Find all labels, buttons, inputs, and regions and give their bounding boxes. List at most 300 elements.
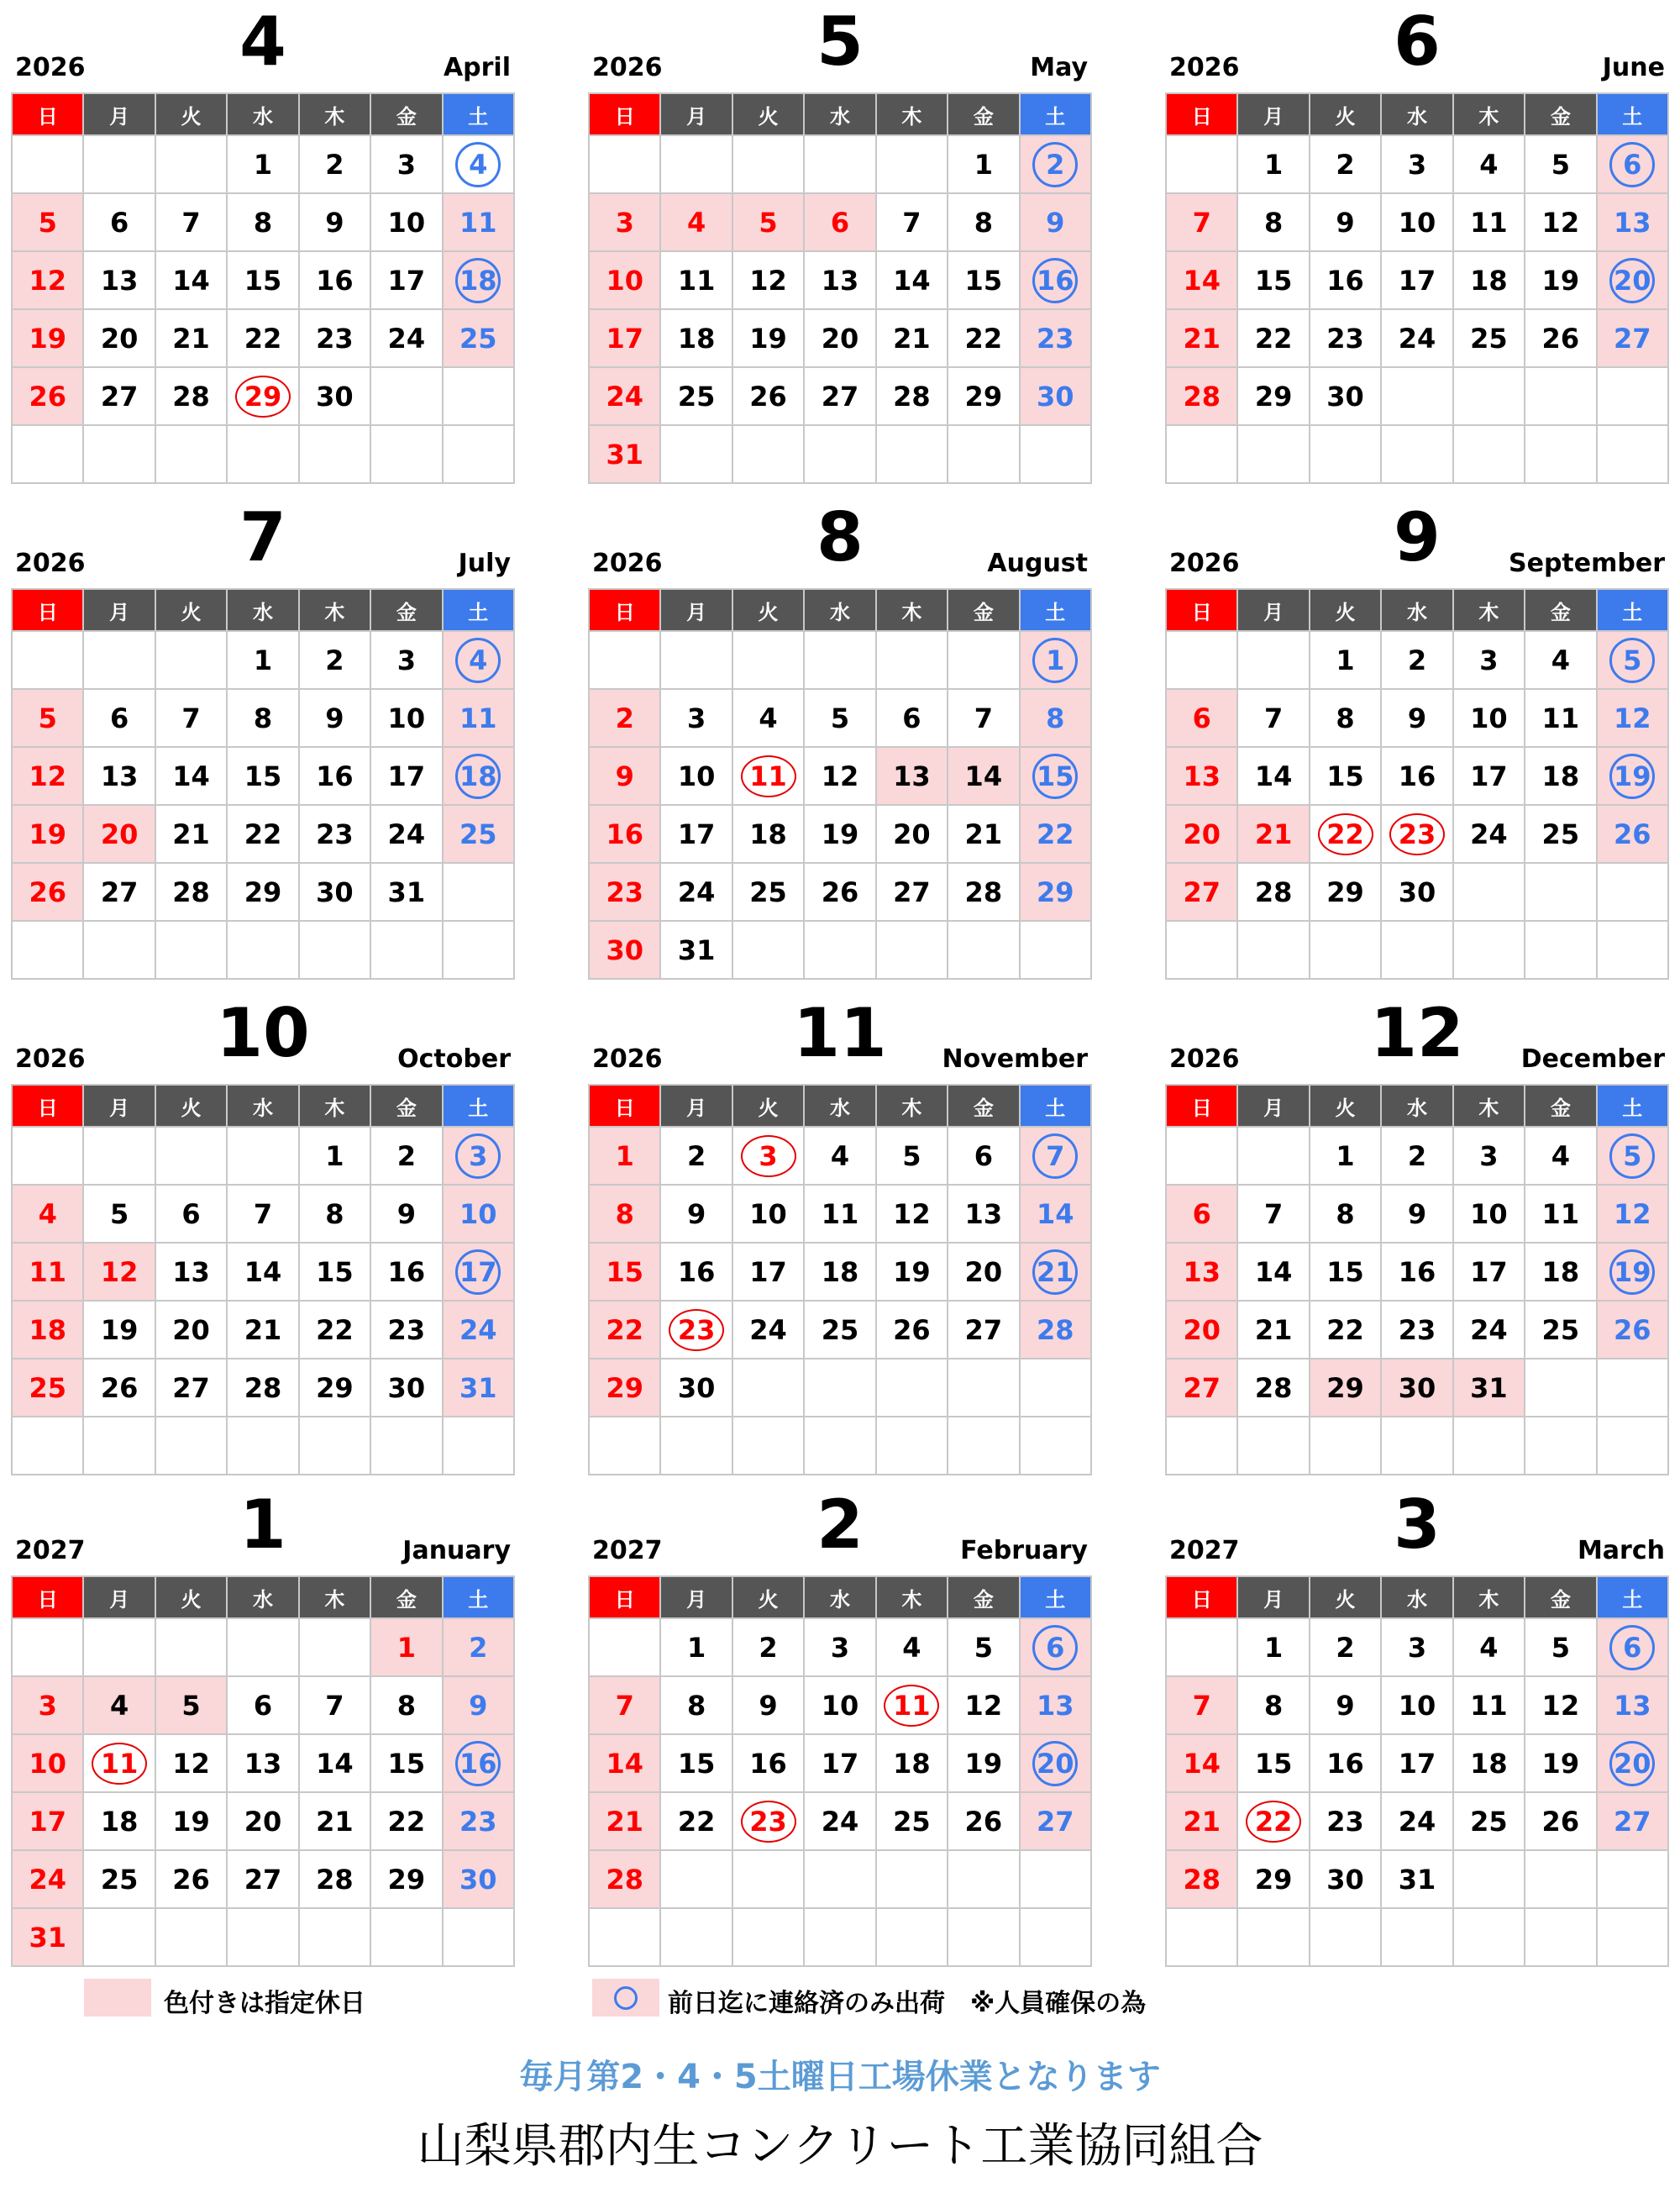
empty-day-cell (12, 135, 83, 193)
empty-day-cell (83, 425, 155, 483)
month-calendar (11, 0, 515, 484)
weekday-header: 火 (155, 1576, 227, 1618)
year-label: 2026 (15, 53, 86, 82)
year-label: 2027 (15, 1536, 86, 1565)
day-cell (443, 1301, 514, 1359)
day-cell (804, 1185, 875, 1243)
red-circled-day: 23 (741, 1801, 796, 1843)
day-cell (12, 1792, 83, 1850)
day-cell (370, 1243, 442, 1301)
month-number: 3 (1394, 1486, 1441, 1564)
day-cell (1597, 193, 1668, 251)
weekday-header: 水 (804, 1085, 875, 1127)
week-row (1166, 1734, 1668, 1792)
day-number: 1 (615, 1139, 634, 1172)
day-cell (1166, 193, 1237, 251)
empty-day-cell (1020, 1359, 1091, 1417)
day-number: 9 (469, 1689, 488, 1722)
day-cell (443, 251, 514, 309)
empty-day-cell (155, 1908, 227, 1966)
day-number: 7 (325, 1689, 344, 1722)
day-number: 18 (821, 1255, 859, 1288)
day-cell (370, 193, 442, 251)
month-calendar (11, 991, 515, 1475)
empty-day-cell (948, 1359, 1019, 1417)
day-cell (370, 1127, 442, 1185)
month-english-name: October (397, 1044, 511, 1074)
day-number: 13 (1614, 1689, 1651, 1722)
month-english-name: January (402, 1536, 511, 1565)
day-number: 28 (172, 380, 210, 413)
weekday-header: 金 (1525, 1085, 1596, 1127)
day-cell (227, 631, 298, 689)
month-header (11, 1483, 515, 1575)
day-number: 2 (325, 148, 344, 181)
year-label: 2026 (15, 549, 86, 578)
day-cell (1166, 1676, 1237, 1734)
day-cell (1525, 309, 1596, 367)
day-cell (1166, 251, 1237, 309)
weekday-header: 金 (370, 1576, 442, 1618)
day-cell (1381, 1359, 1452, 1417)
day-number: 10 (749, 1197, 787, 1230)
day-cell (1453, 309, 1525, 367)
day-number: 19 (821, 818, 859, 850)
blue-circled-day: 20 (1609, 258, 1655, 303)
day-number: 7 (181, 206, 201, 239)
weekday-header: 火 (732, 1576, 804, 1618)
week-row (12, 1676, 514, 1734)
day-number: 23 (1037, 322, 1074, 355)
weekday-header: 火 (1310, 1085, 1381, 1127)
week-row (1166, 135, 1668, 193)
weekday-header: 火 (1310, 93, 1381, 135)
empty-day-cell (155, 921, 227, 979)
day-cell (83, 689, 155, 747)
empty-day-cell (804, 135, 875, 193)
weekday-header-row (12, 93, 514, 135)
day-cell (1453, 747, 1525, 805)
day-cell (589, 1850, 660, 1908)
day-cell (1597, 1734, 1668, 1792)
weekday-header: 日 (1166, 1085, 1237, 1127)
empty-day-cell (443, 367, 514, 425)
day-number: 30 (316, 380, 354, 413)
day-cell (1237, 1359, 1309, 1417)
day-number: 30 (459, 1863, 497, 1896)
day-number: 2 (759, 1631, 778, 1664)
factory-closure-notice: 毎月第2・4・5土曜日工場休業となります (519, 2058, 1161, 2096)
empty-day-cell (589, 1618, 660, 1676)
day-cell (948, 805, 1019, 863)
day-number: 15 (1254, 264, 1293, 297)
day-number: 4 (759, 702, 778, 734)
weekday-header: 水 (804, 1576, 875, 1618)
day-cell (12, 747, 83, 805)
day-number: 19 (749, 322, 787, 355)
day-cell (948, 1127, 1019, 1185)
weekday-header: 水 (1381, 1085, 1452, 1127)
day-number: 7 (1192, 206, 1211, 239)
day-cell (1381, 1301, 1452, 1359)
weekday-header: 日 (589, 589, 660, 631)
day-cell (12, 251, 83, 309)
day-cell (660, 863, 732, 921)
day-cell (1453, 1185, 1525, 1243)
day-cell (804, 1676, 875, 1734)
day-number: 14 (606, 1747, 643, 1780)
day-cell (1597, 1618, 1668, 1676)
empty-day-cell (12, 1618, 83, 1676)
day-number: 8 (396, 1689, 416, 1722)
day-cell (155, 747, 227, 805)
day-number: 24 (749, 1313, 787, 1346)
day-cell (732, 1676, 804, 1734)
day-number: 25 (1470, 322, 1508, 355)
day-cell (1525, 689, 1596, 747)
day-cell (1166, 367, 1237, 425)
empty-day-cell (660, 425, 732, 483)
empty-day-cell (948, 1417, 1019, 1475)
weekday-header: 土 (443, 589, 514, 631)
day-cell (660, 367, 732, 425)
weekday-header: 火 (732, 1085, 804, 1127)
month-number: 1 (239, 1486, 286, 1564)
day-cell (1237, 805, 1309, 863)
month-number: 4 (239, 3, 286, 81)
day-cell (660, 1301, 732, 1359)
month-number: 12 (1370, 994, 1464, 1072)
day-cell (1237, 193, 1309, 251)
day-number: 6 (110, 702, 129, 734)
day-number: 4 (1479, 1631, 1499, 1664)
day-cell (732, 689, 804, 747)
day-number: 24 (1398, 322, 1436, 355)
month-day-table (1165, 1575, 1669, 1967)
weekday-header: 火 (1310, 1576, 1381, 1618)
day-number: 11 (29, 1255, 66, 1288)
weekday-header: 火 (732, 589, 804, 631)
day-cell (227, 1301, 298, 1359)
day-number: 6 (181, 1197, 201, 1230)
day-number: 1 (325, 1139, 344, 1172)
day-cell (1310, 1127, 1381, 1185)
day-number: 31 (459, 1371, 497, 1404)
day-number: 25 (1470, 1805, 1508, 1838)
day-cell (1020, 251, 1091, 309)
empty-day-cell (732, 1359, 804, 1417)
empty-day-cell (804, 1850, 875, 1908)
day-number: 2 (1336, 1631, 1355, 1664)
day-number: 29 (387, 1863, 426, 1896)
day-cell (1381, 135, 1452, 193)
empty-day-cell (876, 631, 948, 689)
day-number: 31 (29, 1921, 66, 1954)
day-number: 31 (606, 438, 643, 471)
day-cell (1525, 631, 1596, 689)
empty-day-cell (1525, 367, 1596, 425)
day-cell (1310, 1792, 1381, 1850)
day-cell (1453, 1359, 1525, 1417)
day-cell (876, 805, 948, 863)
empty-day-cell (1310, 1417, 1381, 1475)
month-calendar (1165, 1483, 1669, 1967)
day-cell (660, 1243, 732, 1301)
day-number: 13 (964, 1197, 1003, 1230)
week-row (12, 1185, 514, 1243)
day-cell (227, 251, 298, 309)
empty-day-cell (443, 1417, 514, 1475)
day-number: 4 (110, 1689, 129, 1722)
week-row (1166, 1676, 1668, 1734)
day-number: 10 (1470, 1197, 1508, 1230)
day-cell (155, 1792, 227, 1850)
week-row (12, 1301, 514, 1359)
empty-day-cell (876, 425, 948, 483)
day-cell (732, 1243, 804, 1301)
weekday-header: 土 (443, 1576, 514, 1618)
day-number: 1 (1336, 644, 1355, 676)
day-cell (370, 251, 442, 309)
weekday-header: 土 (1020, 1085, 1091, 1127)
day-number: 14 (1037, 1197, 1074, 1230)
day-number: 4 (902, 1631, 921, 1664)
week-row (589, 135, 1091, 193)
empty-day-cell (443, 921, 514, 979)
empty-day-cell (299, 921, 370, 979)
empty-day-cell (370, 921, 442, 979)
empty-day-cell (1381, 367, 1452, 425)
day-cell (1381, 805, 1452, 863)
day-number: 25 (100, 1863, 139, 1896)
day-number: 21 (316, 1805, 354, 1838)
weekday-header: 水 (227, 1085, 298, 1127)
day-cell (1381, 309, 1452, 367)
day-number: 28 (316, 1863, 354, 1896)
day-cell (1453, 251, 1525, 309)
month-day-table (11, 1084, 515, 1475)
day-number: 10 (677, 760, 716, 792)
empty-day-cell (1525, 863, 1596, 921)
day-cell (589, 367, 660, 425)
week-row (589, 193, 1091, 251)
day-number: 26 (100, 1371, 139, 1404)
day-cell (589, 805, 660, 863)
empty-day-cell (732, 1908, 804, 1966)
weekday-header: 木 (1453, 589, 1525, 631)
day-number: 16 (387, 1255, 426, 1288)
day-cell (299, 1185, 370, 1243)
weekday-header: 木 (1453, 1576, 1525, 1618)
day-number: 21 (1183, 322, 1221, 355)
day-number: 6 (902, 702, 921, 734)
day-cell (12, 309, 83, 367)
day-cell (1020, 1734, 1091, 1792)
day-cell (83, 251, 155, 309)
day-number: 23 (606, 876, 643, 908)
day-number: 15 (244, 264, 282, 297)
year-label: 2026 (1169, 1044, 1240, 1074)
day-cell (732, 251, 804, 309)
empty-day-cell (227, 425, 298, 483)
day-cell (155, 1734, 227, 1792)
week-row (589, 1734, 1091, 1792)
day-cell (1310, 367, 1381, 425)
empty-day-cell (299, 1618, 370, 1676)
day-number: 18 (29, 1313, 66, 1346)
month-day-table (588, 1084, 1092, 1475)
day-cell (1237, 1301, 1309, 1359)
day-number: 5 (38, 206, 57, 239)
day-cell (1237, 747, 1309, 805)
empty-day-cell (804, 631, 875, 689)
day-number: 9 (1336, 1689, 1355, 1722)
empty-day-cell (1020, 1908, 1091, 1966)
day-cell (1310, 309, 1381, 367)
weekday-header: 金 (370, 1085, 442, 1127)
day-number: 3 (396, 148, 416, 181)
day-cell (660, 1676, 732, 1734)
day-cell (589, 689, 660, 747)
day-cell (155, 193, 227, 251)
week-row (589, 367, 1091, 425)
day-number: 28 (172, 876, 210, 908)
month-calendar (588, 991, 1092, 1475)
week-row (12, 309, 514, 367)
day-cell (876, 1185, 948, 1243)
month-number: 6 (1394, 3, 1441, 81)
day-cell (299, 1243, 370, 1301)
day-number: 19 (29, 322, 66, 355)
blue-circled-day: 1 (1032, 638, 1078, 683)
week-row (1166, 309, 1668, 367)
weekday-header: 月 (1237, 1576, 1309, 1618)
day-number: 28 (1183, 380, 1221, 413)
weekday-header-row (589, 1085, 1091, 1127)
weekday-header: 日 (1166, 1576, 1237, 1618)
day-cell (804, 689, 875, 747)
day-cell (83, 1792, 155, 1850)
day-number: 17 (1470, 760, 1508, 792)
weekday-header-row (1166, 93, 1668, 135)
week-row (1166, 1618, 1668, 1676)
weekday-header: 月 (1237, 93, 1309, 135)
month-header (11, 991, 515, 1084)
day-cell (732, 1792, 804, 1850)
day-number: 9 (396, 1197, 416, 1230)
day-cell (1381, 1792, 1452, 1850)
day-cell (155, 1301, 227, 1359)
day-cell (589, 1127, 660, 1185)
day-number: 31 (387, 876, 426, 908)
day-cell (732, 1127, 804, 1185)
day-number: 17 (387, 264, 426, 297)
empty-day-cell (83, 1618, 155, 1676)
week-row (589, 1618, 1091, 1676)
day-number: 21 (1183, 1805, 1221, 1838)
day-number: 26 (1541, 322, 1580, 355)
week-row (589, 631, 1091, 689)
day-cell (1525, 1243, 1596, 1301)
week-row (12, 863, 514, 921)
red-circled-day: 29 (235, 376, 291, 418)
empty-day-cell (1453, 425, 1525, 483)
empty-day-cell (1525, 1417, 1596, 1475)
day-number: 23 (1398, 1313, 1436, 1346)
day-cell (876, 1792, 948, 1850)
empty-day-cell (1525, 1850, 1596, 1908)
empty-day-cell (876, 135, 948, 193)
day-cell (1310, 805, 1381, 863)
week-row (12, 251, 514, 309)
month-number: 9 (1394, 498, 1441, 576)
day-cell (1597, 309, 1668, 367)
month-calendar (11, 1483, 515, 1967)
weekday-header: 日 (1166, 93, 1237, 135)
empty-day-cell (1597, 1850, 1668, 1908)
day-cell (1597, 1676, 1668, 1734)
weekday-header: 土 (443, 93, 514, 135)
day-number: 27 (1183, 876, 1221, 908)
weekday-header: 日 (12, 1576, 83, 1618)
red-circled-day: 11 (884, 1685, 939, 1727)
day-number: 27 (1614, 322, 1651, 355)
day-cell (12, 1359, 83, 1417)
day-number: 1 (396, 1631, 416, 1664)
day-cell (443, 747, 514, 805)
day-cell (1237, 1850, 1309, 1908)
day-number: 21 (964, 818, 1003, 850)
week-row (12, 1417, 514, 1475)
day-cell (660, 1185, 732, 1243)
month-calendar (1165, 496, 1669, 980)
weekday-header-row (589, 1576, 1091, 1618)
week-row (12, 1850, 514, 1908)
week-row (589, 863, 1091, 921)
day-cell (876, 1676, 948, 1734)
weekday-header: 木 (876, 589, 948, 631)
empty-day-cell (443, 1908, 514, 1966)
day-cell (589, 193, 660, 251)
day-cell (1525, 1301, 1596, 1359)
day-number: 15 (964, 264, 1003, 297)
day-number: 11 (459, 702, 497, 734)
empty-day-cell (1020, 921, 1091, 979)
day-number: 18 (893, 1747, 931, 1780)
day-number: 24 (1470, 818, 1508, 850)
day-number: 5 (181, 1689, 201, 1722)
week-row (12, 1734, 514, 1792)
day-number: 14 (172, 264, 210, 297)
day-number: 11 (1541, 1197, 1580, 1230)
weekday-header: 木 (299, 1576, 370, 1618)
weekday-header: 木 (876, 1085, 948, 1127)
weekday-header: 金 (370, 93, 442, 135)
day-number: 22 (964, 322, 1003, 355)
day-cell (1166, 747, 1237, 805)
empty-day-cell (83, 631, 155, 689)
day-cell (1597, 747, 1668, 805)
day-number: 5 (902, 1139, 921, 1172)
day-cell (1453, 1243, 1525, 1301)
day-number: 26 (1614, 1313, 1651, 1346)
day-number: 16 (749, 1747, 787, 1780)
day-number: 13 (1183, 760, 1221, 792)
week-row (12, 747, 514, 805)
day-cell (370, 309, 442, 367)
week-row (1166, 1792, 1668, 1850)
weekday-header: 水 (1381, 589, 1452, 631)
